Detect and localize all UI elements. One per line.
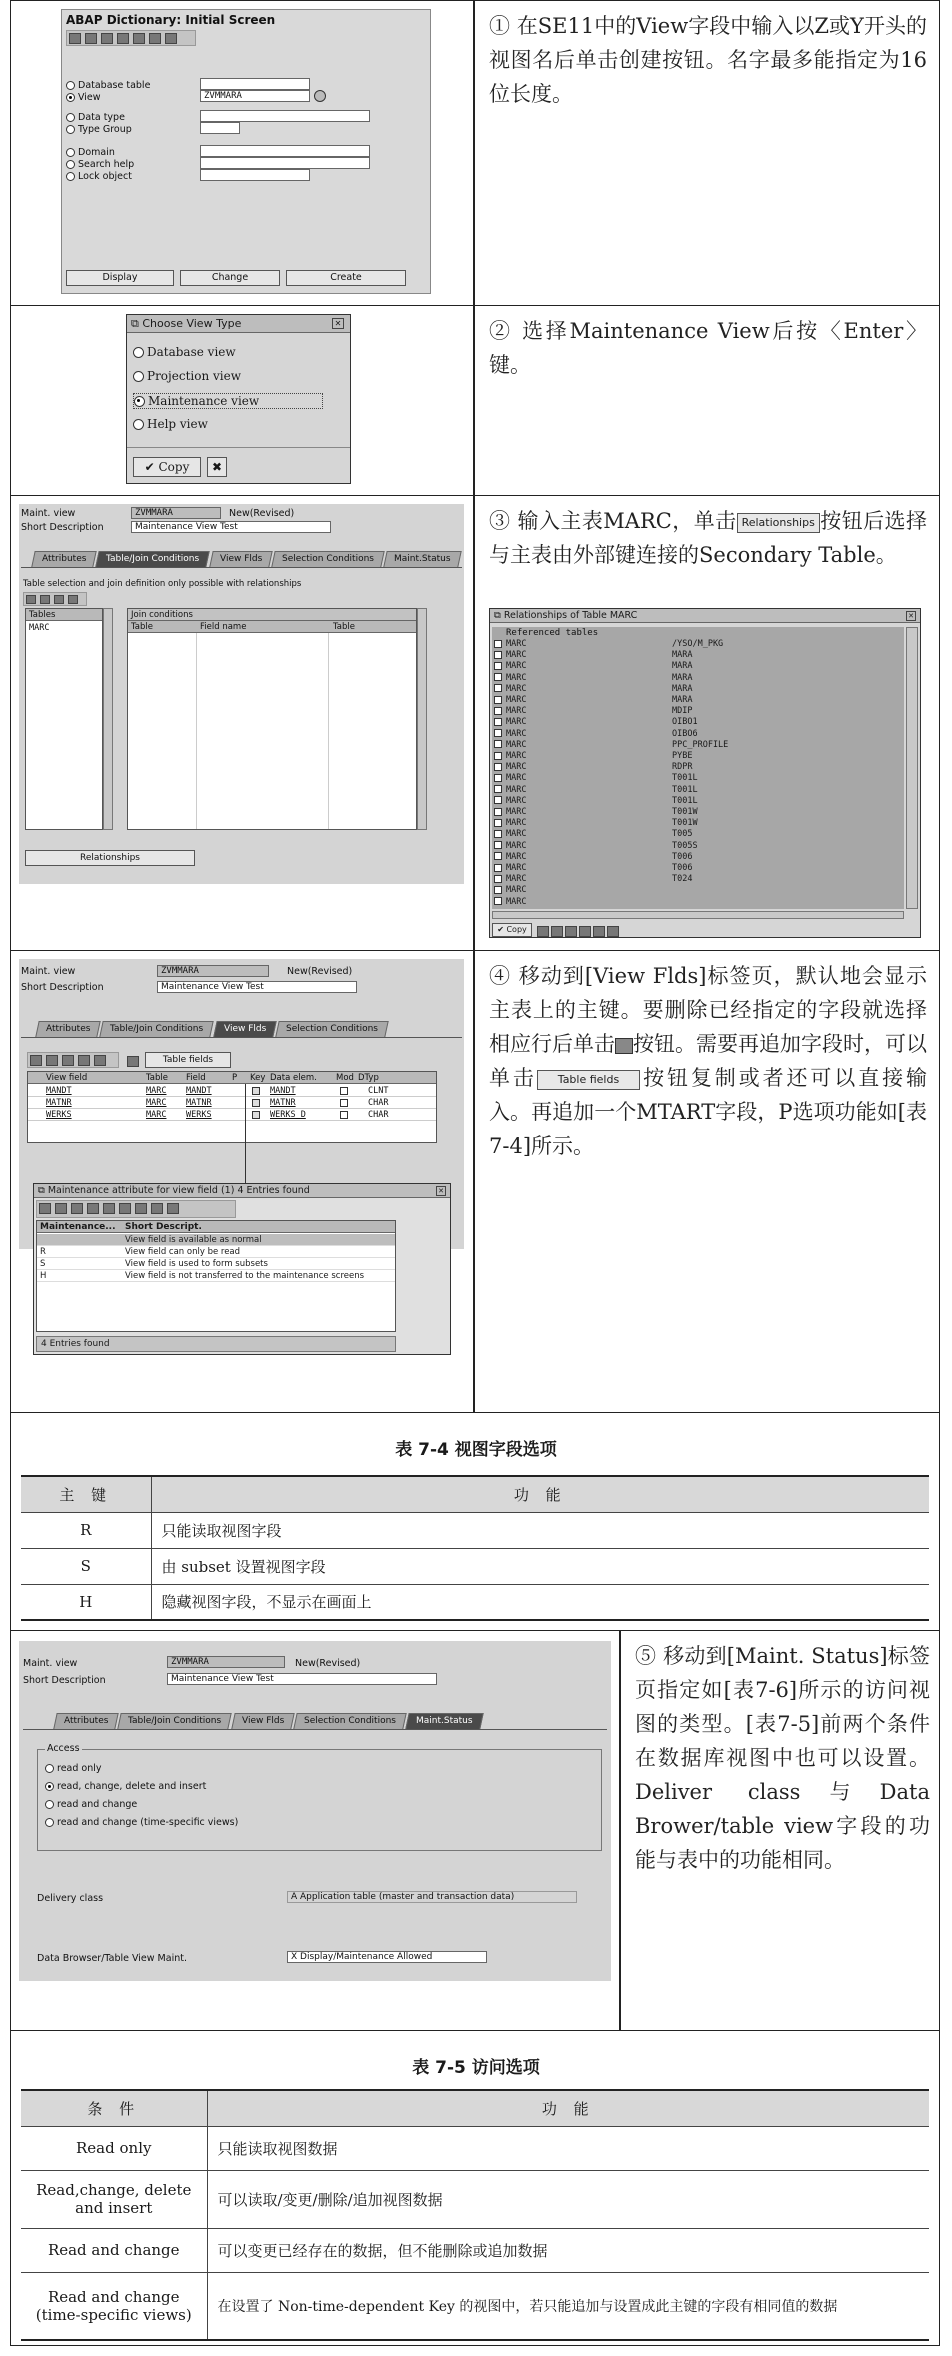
copy-button[interactable]: ✔ Copy [133, 457, 201, 477]
status-label: New(Revised) [229, 508, 295, 519]
row-checkbox[interactable] [494, 662, 502, 670]
toolbar-icon[interactable] [62, 1055, 74, 1066]
create-button[interactable]: Create [286, 270, 406, 286]
join-title: Join conditions [128, 609, 416, 621]
relationships-button[interactable]: Relationships [25, 850, 195, 866]
popup-toolbar [36, 1200, 236, 1218]
dialog-icon: ⧉ [131, 317, 143, 330]
toolbar-icon[interactable] [26, 595, 36, 604]
join-cols: Table Field name Table [128, 621, 416, 633]
cancel-button[interactable] [207, 457, 227, 477]
maintenance-attribute-row[interactable]: View field is available as normal [37, 1234, 395, 1246]
view-fields-header: View field Table Field P Key Data elem. Mod DTyp [28, 1072, 436, 1084]
relationship-row[interactable]: MARC RDPR [494, 762, 894, 773]
maint-view-value[interactable]: ZVMMARA [131, 507, 221, 519]
header-condition: 条 件 [21, 2090, 207, 2126]
step-5-row [10, 1630, 940, 2030]
row-checkbox[interactable] [494, 718, 502, 726]
join-conditions-grid[interactable] [127, 608, 417, 830]
access-label: Access [47, 1743, 80, 1754]
status-label: New(Revised) [287, 966, 353, 977]
short-desc-label: Short Description [21, 522, 104, 533]
tab-maint-status[interactable]: Maint.Status [383, 551, 461, 567]
radio-button[interactable] [66, 93, 75, 102]
tables-value: MARC [29, 623, 50, 633]
popup-vscrollbar[interactable] [906, 627, 918, 909]
tab-maint-status[interactable]: Maint.Status [405, 1713, 483, 1729]
radio-view[interactable]: View [66, 92, 101, 103]
toolbar-icon[interactable] [103, 1203, 115, 1214]
tab-selection-conditions[interactable]: Selection Conditions [271, 551, 384, 567]
relationship-row[interactable]: MARC T006 [494, 852, 894, 863]
toolbar-icon[interactable] [565, 926, 577, 937]
tab-view-flds[interactable]: View Flds [209, 551, 273, 567]
mod-checkbox[interactable] [340, 1111, 348, 1119]
tables-grid[interactable] [25, 608, 103, 830]
popup-footer: 4 Entries found [36, 1336, 396, 1352]
relationship-row[interactable]: MARC MDIP [494, 706, 894, 717]
dialog-title: ⧉ Choose View Type [127, 315, 350, 333]
toolbar-icon[interactable] [30, 1055, 42, 1066]
tab-underline [21, 1037, 462, 1038]
tab-table-join[interactable]: Table/Join Conditions [100, 1021, 215, 1037]
radio-button[interactable] [66, 172, 75, 181]
delivery-class-value[interactable]: A Application table (master and transaction data) [287, 1891, 577, 1903]
view-input[interactable]: ZVMMARA [200, 90, 310, 102]
relationship-hint: Table selection and join definition only possible with relationships [23, 579, 302, 589]
table-row: Read only 只能读取视图数据 [21, 2126, 929, 2170]
toolbar-icon[interactable] [101, 33, 113, 44]
relationships-popup [489, 608, 921, 938]
relationship-row[interactable]: MARC PYBE [494, 751, 894, 762]
view-field-row[interactable]: WERKS MARC WERKS WERKS_D CHAR [28, 1109, 436, 1121]
table-fields-inline-button: Table fields [537, 1070, 640, 1090]
header-key: 主 键 [21, 1476, 151, 1512]
relationship-row[interactable]: MARC T024 [494, 874, 894, 885]
row-checkbox[interactable] [494, 752, 502, 760]
table-7-5 [21, 2089, 929, 2341]
column-divider [473, 496, 475, 950]
relationship-row[interactable]: MARC T005 [494, 829, 894, 840]
toolbar-icon[interactable] [607, 926, 619, 937]
maint-view-value[interactable]: ZVMMARA [157, 965, 269, 977]
popup-copy-button[interactable]: ✔ Copy [492, 923, 532, 937]
toolbar-icon[interactable] [40, 595, 50, 604]
relationship-row[interactable]: MARC T005S [494, 841, 894, 852]
row-checkbox[interactable] [494, 684, 502, 692]
relationship-row[interactable]: MARC T001W [494, 807, 894, 818]
maint-status-screenshot [19, 1641, 611, 1981]
search-help-input[interactable] [200, 157, 370, 169]
tab-strip [37, 1021, 389, 1037]
delete-row-icon [615, 1038, 633, 1054]
tab-strip [55, 1713, 483, 1729]
toolbar-icon[interactable] [593, 926, 605, 937]
close-icon[interactable]: ✕ [332, 318, 344, 329]
tab-strip [33, 551, 461, 567]
toolbar-icon[interactable] [149, 33, 161, 44]
maintenance-attribute-row[interactable]: H View field is not transferred to the maintenance screens [37, 1270, 395, 1282]
close-icon[interactable]: ✕ [436, 1186, 446, 1196]
column-divider [473, 306, 475, 495]
tab-attributes[interactable]: Attributes [31, 551, 97, 567]
row-checkbox[interactable] [494, 707, 502, 715]
step-5-text: ⑤ 移动到[Maint. Status]标签页指定如[表7-6]所示的访问视图的类型。[表7-5]前两个条件在数据库视图中也可以设置。Deliver class与Data Brower/table view字段的功能与表中的功能相同。 [635, 1644, 930, 1872]
relationship-row[interactable]: MARC OIBO1 [494, 717, 894, 728]
popup-icon: ⧉ [38, 1185, 48, 1196]
radio-search-help[interactable]: Search help [66, 159, 134, 170]
row-checkbox[interactable] [494, 729, 502, 737]
table-fields-button[interactable]: Table fields [145, 1052, 231, 1068]
status-label: New(Revised) [295, 1658, 361, 1669]
table-row: S 由 subset 设置视图字段 [21, 1548, 929, 1584]
database-table-input[interactable] [200, 78, 310, 90]
referenced-tables-list [492, 627, 904, 909]
toolbar-icon[interactable] [69, 33, 81, 44]
radio-read-change-time-specific[interactable]: read and change (time-specific views) [45, 1817, 238, 1828]
radio-type-group[interactable]: Type Group [66, 124, 132, 135]
radio-button[interactable] [133, 419, 144, 430]
tables-scrollbar[interactable] [103, 608, 113, 830]
column-divider [473, 1, 475, 305]
radio-lock-object[interactable]: Lock object [66, 171, 132, 182]
screen-title: ABAP Dictionary: Initial Screen [66, 13, 276, 27]
toolbar-icon[interactable] [127, 1056, 139, 1067]
radio-button[interactable] [66, 160, 75, 169]
table-row: Read and change 可以变更已经存在的数据，但不能删除或追加数据 [21, 2228, 929, 2272]
short-desc-label: Short Description [21, 982, 104, 993]
table-header-row [21, 2090, 929, 2126]
cancel-icon: ✖ [211, 460, 223, 474]
radio-read-change-delete-insert[interactable]: read, change, delete and insert [45, 1781, 206, 1792]
row-checkbox[interactable] [494, 808, 502, 816]
mod-checkbox[interactable] [340, 1087, 348, 1095]
radio-projection-view[interactable]: Projection view [133, 369, 241, 383]
relationship-row[interactable]: MARC [494, 897, 894, 908]
view-field-row[interactable]: MANDT MARC MANDT MANDT CLNT [28, 1085, 436, 1097]
toolbar-icon[interactable] [133, 33, 145, 44]
toolbar-icon[interactable] [135, 1203, 147, 1214]
tab-underline [21, 567, 462, 568]
step-2-row [10, 305, 940, 495]
toolbar-icon[interactable] [551, 926, 563, 937]
row-checkbox[interactable] [494, 763, 502, 771]
tab-table-join[interactable]: Table/Join Conditions [118, 1713, 233, 1729]
radio-help-view[interactable]: Help view [133, 417, 208, 431]
step-2-text: ② 选择Maintenance View后按〈Enter〉键。 [489, 319, 927, 377]
step-1-text: ① 在SE11中的View字段中输入以Z或Y开头的视图名后单击创建按钮。名字最多能指定为16位长度。 [489, 14, 927, 106]
row-checkbox[interactable] [494, 796, 502, 804]
table-7-4 [21, 1475, 929, 1621]
row-checkbox[interactable] [494, 673, 502, 681]
relationship-row[interactable]: MARC MARA [494, 650, 894, 661]
relationship-row[interactable]: MARC MARA [494, 684, 894, 695]
radio-button[interactable] [45, 1800, 54, 1809]
radio-database-view[interactable]: Database view [133, 345, 236, 359]
maint-view-label: Maint. view [21, 508, 76, 519]
view-fields-grid[interactable] [27, 1071, 437, 1143]
radio-data-type[interactable]: Data type [66, 112, 125, 123]
relationship-row[interactable]: MARC T001L [494, 773, 894, 784]
col-line [196, 633, 197, 829]
view-field-row[interactable]: MATNR MARC MATNR MATNR CHAR [28, 1097, 436, 1109]
relationship-row[interactable]: MARC T001L [494, 785, 894, 796]
grid-toolbar [23, 592, 87, 606]
popup-title: ⧉ Maintenance attribute for view field (1) 4 Entries found [34, 1184, 450, 1198]
popup-grid-header: Maintenance... Short Descript. [37, 1221, 395, 1233]
radio-button[interactable] [45, 1764, 54, 1773]
popup-toolbar [536, 923, 620, 937]
table-join-screenshot [19, 504, 464, 884]
row-checkbox[interactable] [494, 651, 502, 659]
maint-view-label: Maint. view [21, 966, 76, 977]
relationship-row[interactable]: MARC T001L [494, 796, 894, 807]
relationship-row[interactable]: MARC /YSO/M_PKG [494, 639, 894, 650]
toolbar-icon[interactable] [94, 1055, 106, 1066]
check-icon: ✔ [144, 460, 159, 474]
step-3-row [10, 495, 940, 950]
maintenance-attribute-popup [33, 1183, 451, 1355]
relationship-row[interactable]: MARC MARA [494, 661, 894, 672]
tab-selection-conditions[interactable]: Selection Conditions [275, 1021, 388, 1037]
step-3-text: ③ 输入主表MARC，单击 Relationships 按钮后选择与主表由外部键连接的Secondary Table。 [489, 509, 927, 567]
relationship-row[interactable]: MARC MARA [494, 673, 894, 684]
search-help-icon[interactable] [314, 90, 326, 102]
row-checkbox[interactable] [494, 897, 502, 905]
choose-view-type-dialog [126, 314, 351, 484]
tab-underline [23, 1729, 607, 1730]
key-checkbox[interactable] [252, 1099, 260, 1107]
toolbar-icon[interactable] [165, 33, 177, 44]
maint-view-label: Maint. view [23, 1658, 78, 1669]
row-checkbox[interactable] [494, 740, 502, 748]
radio-button[interactable] [66, 125, 75, 134]
short-desc-value[interactable]: Maintenance View Test [167, 1673, 437, 1685]
popup-grid[interactable] [36, 1220, 396, 1332]
close-icon[interactable]: ✕ [906, 611, 916, 621]
radio-maintenance-view[interactable]: Maintenance view [133, 393, 323, 409]
tab-attributes[interactable]: Attributes [35, 1021, 101, 1037]
popup-hscrollbar[interactable] [492, 911, 904, 919]
referenced-header: Referenced tables [506, 628, 599, 638]
toolbar-icon[interactable] [78, 1055, 90, 1066]
domain-input[interactable] [200, 145, 370, 157]
step-4-text: ④ 移动到[View Flds]标签页，默认地会显示主表上的主键。要删除已经指定的字段就选择相应行后单击 按钮。需要再追加字段时，可以单击 Table fields 按钮复制或者还可以直接输入。再追加一个MTART字段，P选项功能如[表7-4]所示。 [489, 964, 927, 1158]
header-function: 功 能 [207, 2090, 929, 2126]
maint-view-value[interactable]: ZVMMARA [167, 1656, 285, 1668]
grid-toolbar [27, 1052, 119, 1068]
toolbar-icon[interactable] [85, 33, 97, 44]
tab-view-flds[interactable]: View Flds [213, 1021, 277, 1037]
toolbar-icon[interactable] [87, 1203, 99, 1214]
toolbar-icon[interactable] [39, 1203, 51, 1214]
radio-button[interactable] [133, 347, 144, 358]
relationship-row[interactable]: MARC PPC_PROFILE [494, 740, 894, 751]
change-button[interactable]: Change [180, 270, 280, 286]
popup-icon: ⧉ [494, 610, 504, 621]
radio-button[interactable] [66, 148, 75, 157]
radio-button[interactable] [66, 81, 75, 90]
tables-header: Tables [26, 609, 102, 621]
display-button[interactable]: Display [66, 270, 174, 286]
table-header-row [21, 1476, 929, 1512]
toolbar [66, 30, 196, 46]
toolbar-icon[interactable] [537, 926, 549, 937]
col-line [328, 633, 329, 829]
short-desc-value[interactable]: Maintenance View Test [131, 521, 331, 533]
radio-button[interactable] [133, 371, 144, 382]
maintenance-attribute-row[interactable]: S View field is used to form subsets [37, 1258, 395, 1270]
table-row: H 隐藏视图字段，不显示在画面上 [21, 1584, 929, 1620]
row-checkbox[interactable] [494, 830, 502, 838]
table-row: Read and change (time-specific views) 在设置了 Non-time-dependent Key 的视图中，若只能追加与设置成此主键的字段有相同值的数据 [21, 2272, 929, 2340]
join-scrollbar[interactable] [417, 608, 427, 830]
toolbar-icon[interactable] [68, 595, 78, 604]
data-browser-value[interactable]: X Display/Maintenance Allowed [287, 1951, 487, 1963]
step-1-row [10, 0, 940, 305]
data-type-input[interactable] [200, 110, 370, 122]
table-7-5-row [10, 2030, 940, 2346]
radio-read-and-change[interactable]: read and change [45, 1799, 137, 1810]
key-checkbox[interactable] [252, 1111, 260, 1119]
relationship-row[interactable]: MARC MARA [494, 695, 894, 706]
relationship-row[interactable]: MARC T006 [494, 863, 894, 874]
table-7-4-row [10, 1412, 940, 1630]
relationship-row[interactable]: MARC T001W [494, 818, 894, 829]
relationship-row[interactable]: MARC OIBO6 [494, 729, 894, 740]
toolbar-icon[interactable] [167, 1203, 179, 1214]
radio-button[interactable] [134, 396, 145, 407]
row-checkbox[interactable] [494, 819, 502, 827]
short-desc-value[interactable]: Maintenance View Test [157, 981, 357, 993]
table-7-5-caption: 表 7-5 访问选项 [412, 2058, 540, 2078]
tab-table-join[interactable]: Table/Join Conditions [96, 551, 211, 567]
check-icon: ✔ [497, 925, 507, 934]
step-4-row [10, 950, 940, 1412]
tab-attributes[interactable]: Attributes [53, 1713, 119, 1729]
key-checkbox[interactable] [252, 1087, 260, 1095]
tab-selection-conditions[interactable]: Selection Conditions [293, 1713, 406, 1729]
table-7-4-caption: 表 7-4 视图字段选项 [395, 1440, 557, 1460]
relationships-inline-button: Relationships [737, 513, 820, 533]
toolbar-icon[interactable] [579, 926, 591, 937]
connector-line [245, 1084, 246, 1194]
header-function: 功 能 [151, 1476, 929, 1512]
radio-button[interactable] [45, 1782, 54, 1791]
row-checkbox[interactable] [494, 886, 502, 894]
toolbar-icon[interactable] [117, 33, 129, 44]
row-checkbox[interactable] [494, 696, 502, 704]
relationship-row[interactable]: MARC [494, 885, 894, 896]
row-checkbox[interactable] [494, 774, 502, 782]
lock-object-input[interactable] [200, 169, 310, 181]
row-checkbox[interactable] [494, 841, 502, 849]
row-checkbox[interactable] [494, 864, 502, 872]
radio-button[interactable] [45, 1818, 54, 1827]
toolbar-icon[interactable] [54, 595, 64, 604]
column-divider [619, 1631, 621, 2030]
toolbar-icon[interactable] [46, 1055, 58, 1066]
divider [127, 447, 350, 448]
row-checkbox[interactable] [494, 875, 502, 883]
table-row: R 只能读取视图字段 [21, 1512, 929, 1548]
popup-title: ⧉ Relationships of Table MARC [490, 609, 920, 623]
tab-view-flds[interactable]: View Flds [231, 1713, 295, 1729]
toolbar-icon[interactable] [55, 1203, 67, 1214]
toolbar-icon[interactable] [151, 1203, 163, 1214]
delivery-class-label: Delivery class [37, 1893, 104, 1904]
row-checkbox[interactable] [494, 785, 502, 793]
column-divider [473, 951, 475, 1412]
radio-button[interactable] [66, 113, 75, 122]
type-group-input[interactable] [200, 122, 240, 134]
row-checkbox[interactable] [494, 852, 502, 860]
mod-checkbox[interactable] [340, 1099, 348, 1107]
radio-domain[interactable]: Domain [66, 147, 115, 158]
radio-read-only[interactable]: read only [45, 1763, 102, 1774]
abap-dictionary-screenshot [61, 9, 431, 294]
toolbar-icon[interactable] [71, 1203, 83, 1214]
row-checkbox[interactable] [494, 640, 502, 648]
toolbar-icon[interactable] [119, 1203, 131, 1214]
table-row: Read,change, delete and insert 可以读取/变更/删除/追加视图数据 [21, 2170, 929, 2228]
radio-database-table[interactable]: Database table [66, 80, 150, 91]
short-desc-label: Short Description [23, 1675, 106, 1686]
data-browser-label: Data Browser/Table View Maint. [37, 1953, 187, 1964]
maintenance-attribute-row[interactable]: R View field can only be read [37, 1246, 395, 1258]
